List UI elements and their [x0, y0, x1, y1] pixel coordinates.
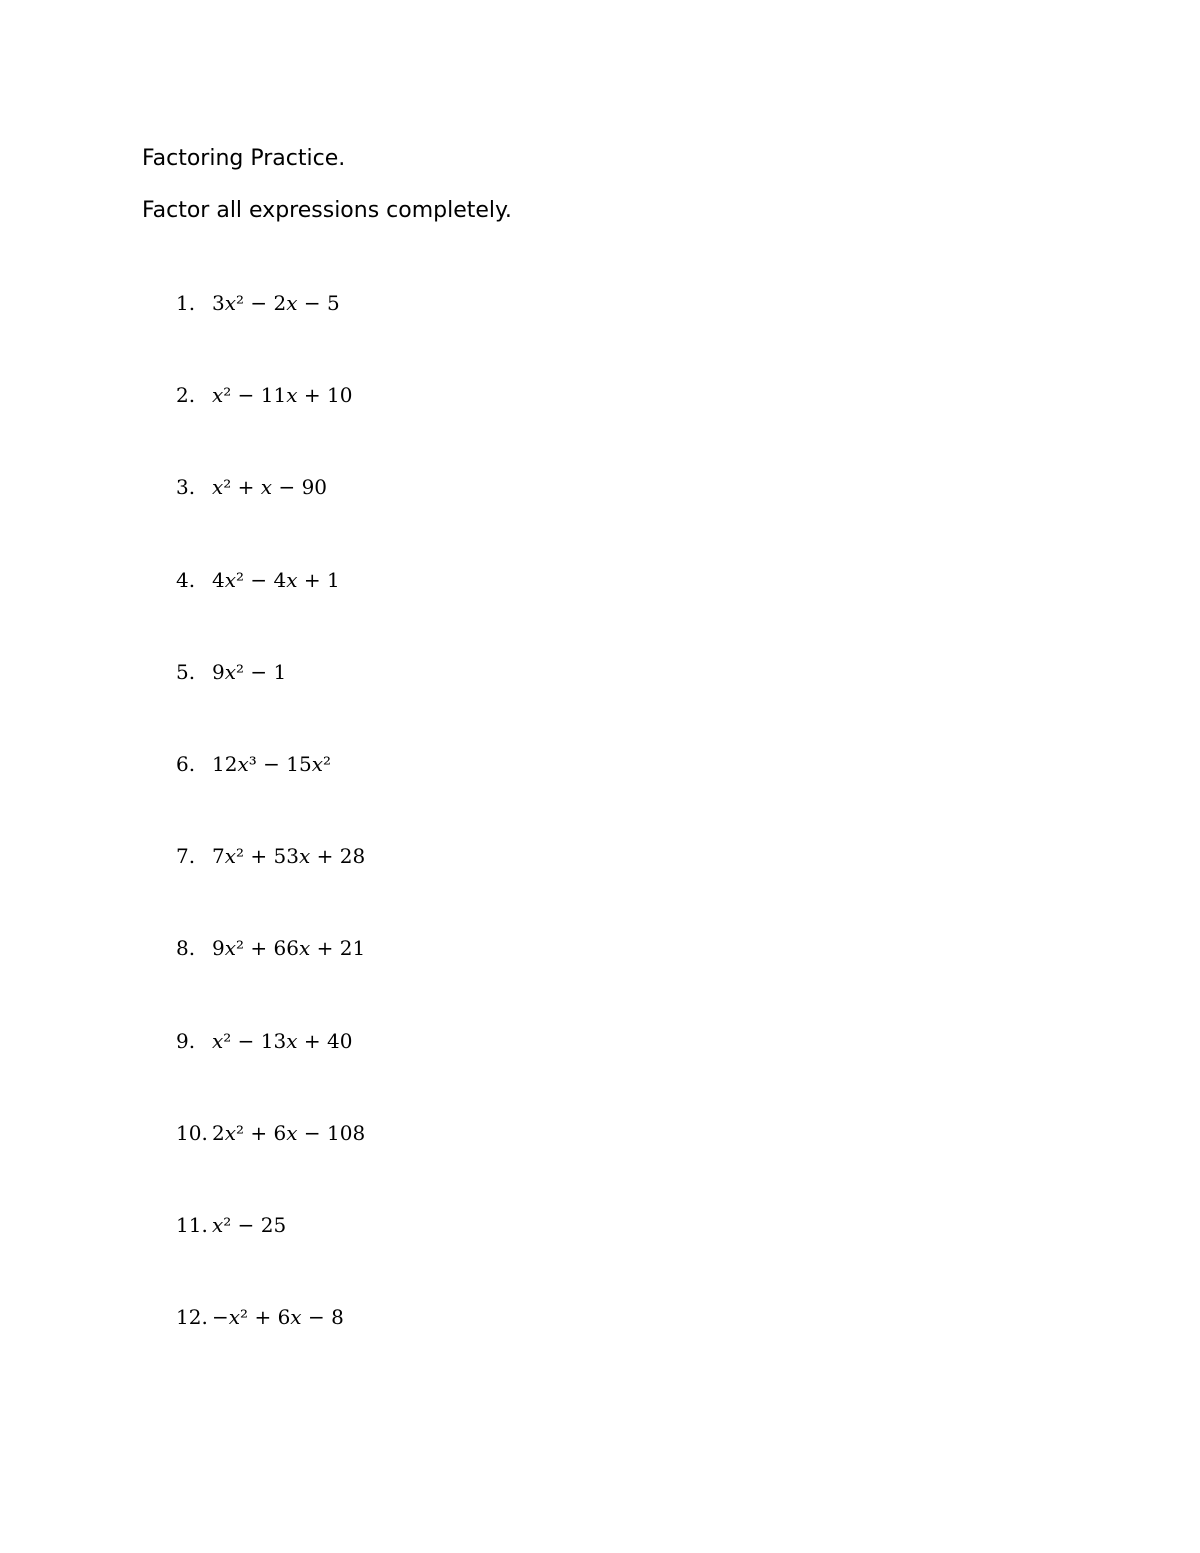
problem-item — [176, 380, 365, 472]
problem-number: 9. — [176, 1028, 196, 1053]
problem-item — [176, 472, 365, 564]
problem-item — [176, 657, 365, 749]
problem-number: 3. — [176, 475, 196, 500]
problem-item — [176, 288, 365, 380]
problem-number: 12. — [176, 1305, 208, 1330]
problem-number: 2. — [176, 383, 196, 408]
problem-number: 10. — [176, 1120, 208, 1145]
instructions-text: Factor all expressions completely. — [142, 198, 512, 223]
problem-number: 8. — [176, 936, 196, 961]
problem-number: 11. — [176, 1212, 208, 1237]
problem-number: 6. — [176, 751, 196, 776]
problem-item — [176, 1210, 365, 1302]
problem-item — [176, 1118, 365, 1210]
problem-item — [176, 749, 365, 841]
problem-list — [176, 288, 365, 1394]
problem-expression: 4x² − 4x + 1 — [212, 567, 340, 592]
problem-expression: x² − 25 — [212, 1212, 287, 1237]
problem-item — [176, 1026, 365, 1118]
problem-expression: −x² + 6x − 8 — [212, 1305, 344, 1330]
problem-expression: 12x³ − 15x² — [212, 751, 332, 776]
problem-expression: 9x² + 66x + 21 — [212, 936, 366, 961]
problem-expression: 2x² + 6x − 108 — [212, 1120, 366, 1145]
problem-expression: x² − 11x + 10 — [212, 383, 353, 408]
page-title: Factoring Practice. — [142, 146, 346, 171]
problem-number: 4. — [176, 567, 196, 592]
problem-expression: 7x² + 53x + 28 — [212, 844, 366, 869]
problem-expression: 9x² − 1 — [212, 659, 287, 684]
problem-item — [176, 841, 365, 933]
problem-number: 1. — [176, 291, 196, 315]
problem-number: 7. — [176, 844, 196, 869]
problem-item — [176, 933, 365, 1025]
problem-expression: 3x² − 2x − 5 — [212, 291, 340, 315]
problem-expression: x² + x − 90 — [212, 475, 328, 500]
problem-number: 5. — [176, 659, 196, 684]
problem-expression: x² − 13x + 40 — [212, 1028, 353, 1053]
problem-item — [176, 565, 365, 657]
problem-item — [176, 1302, 365, 1394]
